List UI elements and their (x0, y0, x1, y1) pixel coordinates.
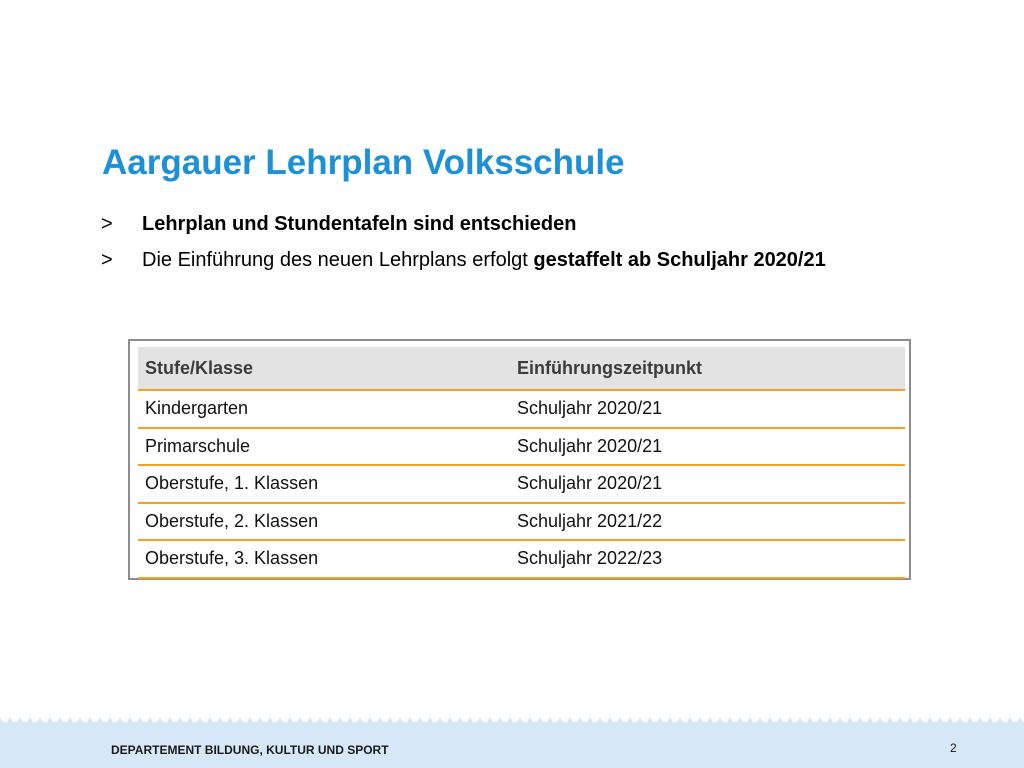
footer-wave-pattern (0, 718, 1024, 726)
column-header-date: Einführungszeitpunkt (510, 347, 905, 390)
cell-date: Schuljahr 2020/21 (510, 465, 905, 503)
footer-band (0, 718, 1024, 768)
table-row (138, 390, 905, 428)
cell-date: Schuljahr 2022/23 (510, 540, 905, 578)
cell-level: Oberstufe, 3. Klassen (138, 540, 510, 578)
footer-department: DEPARTEMENT BILDUNG, KULTUR UND SPORT (111, 743, 389, 757)
cell-level: Oberstufe, 1. Klassen (138, 465, 510, 503)
cell-level: Kindergarten (138, 390, 510, 428)
bullet-text: Die Einführung des neuen Lehrplans erfolgt (142, 249, 534, 271)
bullet-list (101, 210, 901, 282)
cell-level: Primarschule (138, 428, 510, 466)
cell-date: Schuljahr 2021/22 (510, 503, 905, 541)
table-row (138, 540, 905, 578)
bullet-text: Lehrplan und Stundentafeln sind entschieden (142, 213, 577, 235)
column-header-level: Stufe/Klasse (138, 347, 510, 390)
cell-level: Oberstufe, 2. Klassen (138, 503, 510, 541)
bullet-item (101, 246, 901, 274)
page-number: 2 (950, 741, 957, 755)
bullet-text-emphasis: gestaffelt ab Schuljahr 2020/21 (533, 249, 826, 271)
schedule-table-frame (128, 339, 911, 580)
schedule-table (138, 347, 905, 579)
table-header-row (138, 347, 905, 390)
slide-title: Aargauer Lehrplan Volksschule (102, 143, 625, 182)
table-row (138, 503, 905, 541)
table-row (138, 465, 905, 503)
cell-date: Schuljahr 2020/21 (510, 428, 905, 466)
bullet-item (101, 210, 901, 238)
bullet-marker: > (101, 213, 113, 235)
cell-date: Schuljahr 2020/21 (510, 390, 905, 428)
bullet-marker: > (101, 249, 113, 271)
table-row (138, 428, 905, 466)
